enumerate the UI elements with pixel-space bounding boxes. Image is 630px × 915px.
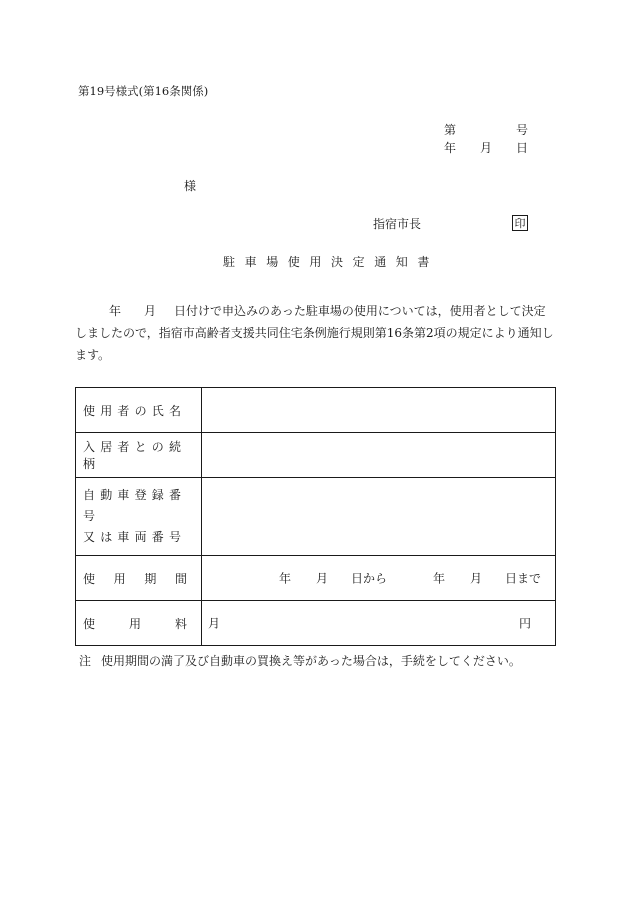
usage-period-label-char: 期 — [144, 571, 157, 586]
document-number-suffix: 号 — [516, 123, 529, 137]
notice-body — [75, 300, 555, 366]
usage-period-field[interactable] — [202, 556, 556, 601]
document-title: 駐車場使用決定通知書 — [223, 255, 440, 269]
usage-period-label-char: 用 — [113, 571, 126, 586]
table-row — [76, 478, 556, 556]
period-to-month: 月 — [470, 571, 483, 586]
vehicle-number-field[interactable] — [202, 478, 556, 556]
body-line-2: しましたので，指宿市高齢者支援共同住宅条例施行規則第16条第2項の規定により通知し — [75, 326, 554, 340]
issuer-name: 指宿市長 — [373, 217, 422, 231]
usage-period-label-char: 使 — [83, 571, 96, 586]
user-name-field[interactable] — [202, 388, 556, 433]
fee-monthly-unit: 月 — [208, 616, 221, 631]
body-year: 年 — [109, 304, 122, 318]
usage-fee-label — [76, 601, 202, 646]
table-row — [76, 433, 556, 478]
usage-fee-label-char: 用 — [128, 616, 141, 631]
issue-date-day: 日 — [516, 141, 529, 155]
period-from-day: 日から — [351, 571, 388, 586]
footnote — [79, 655, 521, 667]
body-line-1 — [75, 300, 555, 322]
document-number-prefix: 第 — [444, 123, 457, 137]
footnote-text: 使用期間の満了及び自動車の買換え等があった場合は，手続をしてください。 — [101, 654, 521, 668]
usage-period-label-char: 間 — [174, 571, 187, 586]
relationship-field[interactable] — [202, 433, 556, 478]
table-row — [76, 388, 556, 433]
recipient-honorific: 様 — [184, 179, 197, 193]
parking-detail-table — [75, 387, 556, 646]
table-row — [76, 601, 556, 646]
body-month: 月 — [144, 304, 157, 318]
footnote-mark: 注 — [79, 654, 92, 668]
period-from-year: 年 — [279, 571, 292, 586]
period-to-year: 年 — [433, 571, 446, 586]
usage-fee-label-char: 料 — [174, 616, 187, 631]
usage-fee-label-char: 使 — [83, 616, 96, 631]
issue-date-month: 月 — [480, 141, 493, 155]
usage-fee-field[interactable] — [202, 601, 556, 646]
period-from-month: 月 — [316, 571, 329, 586]
vehicle-number-label-line-1: 自動車登録番号 — [83, 488, 187, 523]
fee-yen-unit: 円 — [518, 616, 531, 631]
usage-period-label — [76, 556, 202, 601]
seal-mark: 印 — [512, 215, 528, 231]
period-to-day: 日まで — [505, 571, 542, 586]
relationship-label: 入居者との続柄 — [76, 433, 202, 478]
vehicle-number-label-line-2: 又は車両番号 — [83, 530, 187, 544]
body-line-1-text: 日付けで申込みのあった駐車場の使用については，使用者として決定 — [174, 304, 546, 318]
issue-date-year: 年 — [444, 141, 457, 155]
form-number: 第19号様式(第16条関係) — [78, 84, 209, 98]
table-row — [76, 556, 556, 601]
body-line-3: ます。 — [75, 348, 111, 362]
user-name-label: 使用者の氏名 — [76, 388, 202, 433]
vehicle-number-label — [76, 478, 202, 556]
